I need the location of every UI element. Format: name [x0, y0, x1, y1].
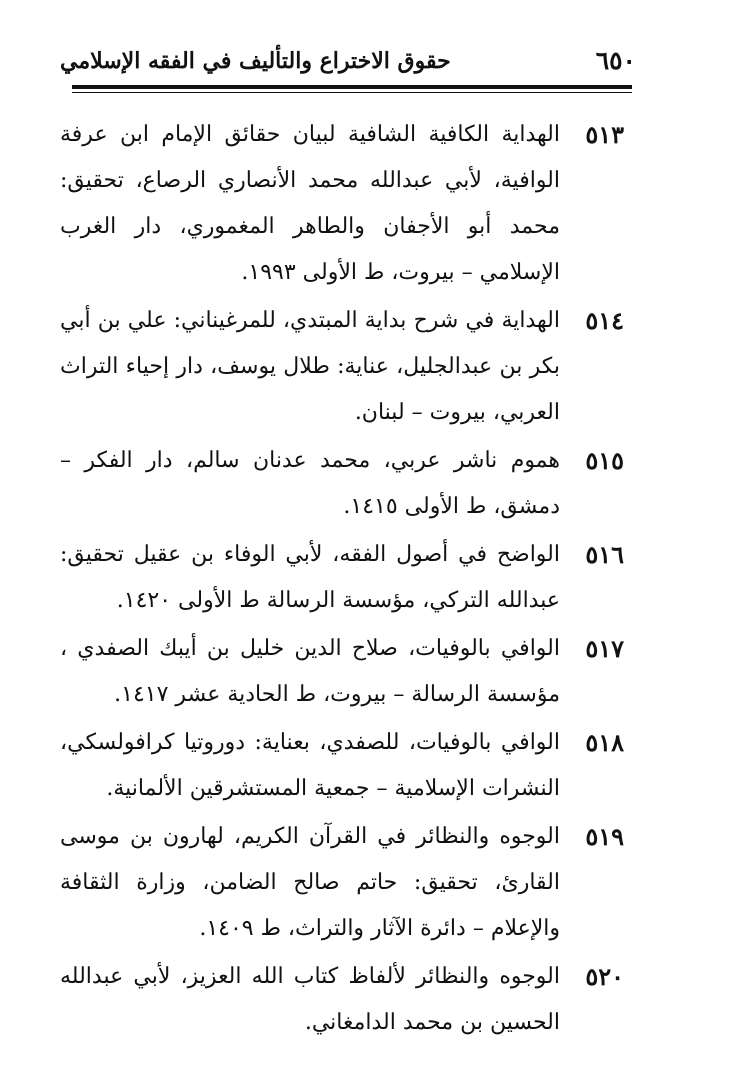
- header-rule-thick: [72, 85, 632, 89]
- bibliography-entry: [60, 720, 632, 812]
- entry-text: الواضح في أصول الفقه، لأبي الوفاء بن عقيل تحقيق: عبدالله التركي، مؤسسة الرسالة ط الأولى ١٤٢٠.: [60, 542, 560, 613]
- bibliography-list: [60, 112, 632, 1048]
- entry-number: ٥١٨: [585, 728, 624, 757]
- page-header: [60, 40, 640, 80]
- entry-number: ٥١٧: [585, 634, 624, 663]
- bibliography-entry: [60, 532, 632, 624]
- entry-number: ٥١٩: [585, 822, 624, 851]
- entry-text: الهداية في شرح بداية المبتدي، للمرغيناني: علي بن أبي بكر بن عبدالجليل، عناية: طلال يوسف، دار إحياء التراث العربي، بيروت – لبنان.: [60, 308, 560, 425]
- entry-text: الوافي بالوفيات، للصفدي، بعناية: دوروتيا كرافولسكي، النشرات الإسلامية – جمعية المستشرقين الألمانية.: [60, 730, 560, 801]
- entry-text: هموم ناشر عربي، محمد عدنان سالم، دار الفكر – دمشق، ط الأولى ١٤١٥.: [60, 448, 560, 519]
- bibliography-entry: [60, 438, 632, 530]
- entry-text: الوجوه والنظائر لألفاظ كتاب الله العزيز، لأبي عبدالله الحسين بن محمد الدامغاني.: [60, 964, 560, 1035]
- page-number: ٦٥٠: [595, 46, 636, 75]
- bibliography-entry: [60, 954, 632, 1046]
- running-title: حقوق الاختراع والتأليف في الفقه الإسلامي: [60, 48, 451, 74]
- entry-number: ٥٢٠: [585, 962, 624, 991]
- bibliography-entry: [60, 626, 632, 718]
- bibliography-entry: [60, 814, 632, 952]
- bibliography-entry: [60, 112, 632, 296]
- entry-text: الهداية الكافية الشافية لبيان حقائق الإمام ابن عرفة الوافية، لأبي عبدالله محمد الأنصاري الرصاع، تحقيق: محمد أبو الأجفان والطاهر المغموري، دار الغرب الإسلامي – بيروت، ط الأولى ١٩٩٣.: [60, 122, 560, 285]
- entry-number: ٥١٤: [585, 306, 624, 335]
- entry-text: الوجوه والنظائر في القرآن الكريم، لهارون بن موسى القارئ، تحقيق: حاتم صالح الضامن، وزارة الثقافة والإعلام – دائرة الآثار والتراث، ط ١٤٠٩.: [60, 824, 560, 941]
- entry-text: الوافي بالوفيات، صلاح الدين خليل بن أيبك الصفدي ، مؤسسة الرسالة – بيروت، ط الحادية عشر ١٤١٧.: [60, 636, 560, 707]
- header-rule-thin: [72, 92, 632, 93]
- entry-number: ٥١٦: [585, 540, 624, 569]
- bibliography-entry: [60, 298, 632, 436]
- entry-number: ٥١٣: [585, 120, 624, 149]
- entry-number: ٥١٥: [585, 446, 624, 475]
